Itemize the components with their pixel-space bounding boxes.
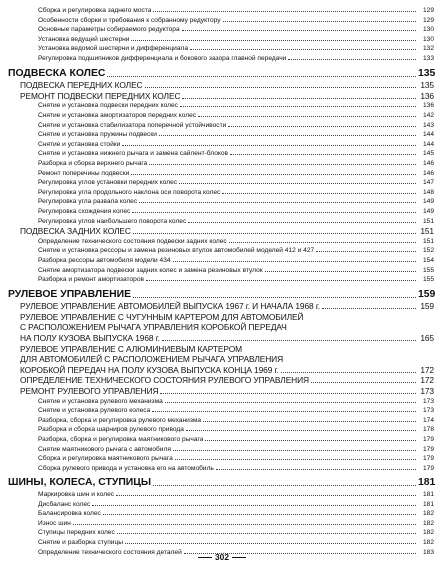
- toc-entry-title: Снятие амортизатора подвески задних колес и замена резиновых втулок: [38, 266, 263, 274]
- toc-page-number: 148: [422, 188, 434, 196]
- dot-leader: [322, 308, 416, 309]
- toc-entry-title: Основные параметры собираемого редуктора: [38, 26, 180, 34]
- toc-page-number: 135: [420, 80, 434, 91]
- toc-entry-title: Маркировка шин и колес: [38, 490, 115, 498]
- dot-leader: [103, 514, 416, 515]
- toc-page-number: 147: [422, 179, 434, 187]
- toc-page-number: 159: [420, 301, 434, 312]
- footer-rule-right: [232, 557, 246, 558]
- toc-entry[interactable]: [0, 256, 444, 265]
- dot-leader: [160, 393, 416, 394]
- toc-page-number: 129: [422, 16, 434, 24]
- dot-leader: [228, 126, 416, 127]
- toc-entry-title: НА ПОЛУ КУЗОВА ВЫПУСКА 1968 г.: [20, 333, 160, 343]
- toc-entry[interactable]: [0, 6, 444, 15]
- toc-page-number: 146: [422, 169, 434, 177]
- toc-entry-title: С РАСПОЛОЖЕНИЕМ РЫЧАГА УПРАВЛЕНИЯ КОРОБКОЙ ПЕРЕДАЧ: [20, 322, 287, 333]
- dot-leader: [153, 11, 416, 12]
- dot-leader: [205, 440, 416, 441]
- toc-entry[interactable]: [0, 416, 444, 425]
- dot-leader: [198, 116, 416, 117]
- dot-leader: [133, 233, 416, 234]
- dot-leader: [182, 30, 416, 31]
- toc-entry-title: Ступицы передних колес: [38, 529, 115, 537]
- dot-leader: [316, 251, 416, 252]
- toc-entry[interactable]: [0, 397, 444, 406]
- toc-page-number: 149: [422, 198, 434, 206]
- toc-page-number: 172: [420, 364, 434, 375]
- toc-subsection-entry[interactable]: [0, 375, 444, 386]
- toc-page-number: 151: [422, 237, 434, 245]
- dot-leader: [131, 40, 416, 41]
- toc-page-number: 179: [422, 445, 434, 453]
- dot-leader: [152, 411, 416, 412]
- toc-entry[interactable]: [0, 207, 444, 216]
- toc-page-number: 173: [422, 407, 434, 415]
- dot-leader: [190, 49, 416, 50]
- page-footer: [0, 552, 444, 562]
- toc-entry-title: Разборка и сборка шарниров рулевого привода: [38, 426, 184, 434]
- toc-page-number: 174: [422, 416, 434, 424]
- dot-leader: [73, 524, 416, 525]
- toc-entry[interactable]: [0, 178, 444, 187]
- dot-leader: [182, 98, 416, 99]
- dot-leader: [107, 76, 416, 77]
- dot-leader: [92, 505, 416, 506]
- toc-entry-title: Дисбаланс колес: [38, 500, 91, 508]
- toc-entry-title: РУЛЕВОЕ УПРАВЛЕНИЕ АВТОМОБИЛЕЙ ВЫПУСКА 1967 г. И НАЧАЛА 1968 г.: [20, 301, 320, 312]
- toc-page-number: 183: [422, 548, 434, 556]
- toc-page-number: 144: [422, 140, 434, 148]
- dot-leader: [173, 261, 416, 262]
- toc-page-number: 182: [422, 510, 434, 518]
- toc-entry[interactable]: [0, 454, 444, 463]
- toc-entry-title: КОРОБКОЙ ПЕРЕДАЧ НА ПОЛУ КУЗОВА ВЫПУСКА КОНЦА 1969 г.: [20, 364, 279, 375]
- toc-page-number: 151: [420, 226, 434, 237]
- toc-entry[interactable]: [0, 266, 444, 275]
- toc-page-number: 129: [422, 7, 434, 14]
- toc-page-number: 182: [422, 519, 434, 527]
- toc-entry-title: Установка ведомой шестерни и дифференциала: [38, 45, 189, 53]
- toc-entry-title: ДЛЯ АВТОМОБИЛЕЙ С РАСПОЛОЖЕНИЕМ РЫЧАГА УПРАВЛЕНИЯ: [20, 354, 284, 365]
- footer-rule-left: [198, 557, 212, 558]
- toc-entry-title: РУЛЕВОЕ УПРАВЛЕНИЕ С ЧУГУННЫМ КАРТЕРОМ ДЛЯ АВТОМОБИЛЕЙ: [20, 311, 304, 322]
- toc-entry-title: РУЛЕВОЕ УПРАВЛЕНИЕ: [8, 288, 132, 300]
- toc-page-number: 159: [418, 288, 436, 300]
- toc-page-number: 173: [422, 397, 434, 405]
- toc-entry-title: ПОДВЕСКА КОЛЕС: [8, 67, 106, 79]
- toc-page-number: 181: [422, 500, 434, 508]
- toc-subsection-entry[interactable]: [0, 91, 444, 102]
- toc-entry-title: Снятие и установка стабилизатора поперечной устойчивости: [38, 121, 227, 129]
- toc-page-number: 133: [422, 55, 434, 62]
- toc-page-number: 132: [422, 45, 434, 53]
- toc-page-number: 155: [422, 276, 434, 284]
- toc-entry-title: Износ шин: [38, 519, 71, 527]
- toc-entry-line[interactable]: [0, 354, 444, 365]
- dot-leader: [125, 543, 416, 544]
- toc-section-heading[interactable]: [0, 476, 444, 489]
- dot-leader: [173, 450, 416, 451]
- toc-entry[interactable]: [0, 149, 444, 158]
- toc-entry-title: Определение технического состояния подвески задних колес: [38, 237, 227, 245]
- toc-entry[interactable]: [0, 464, 444, 473]
- toc-page-number: 182: [422, 529, 434, 537]
- toc-entry-title: Разборка и ремонт амортизаторов: [38, 276, 144, 284]
- toc-entry[interactable]: [0, 425, 444, 434]
- toc-entry-title: Снятие и установка нижнего рычага и замена сайлент-блоков: [38, 150, 228, 158]
- toc-entry[interactable]: [0, 435, 444, 444]
- toc-page-number: 181: [418, 477, 436, 489]
- toc-entry-title: Снятие и установка стойки: [38, 140, 121, 148]
- toc-entry-title: Балансировка колес: [38, 510, 101, 518]
- dot-leader: [149, 164, 416, 165]
- toc-entry-line[interactable]: [0, 333, 444, 344]
- toc-entry[interactable]: [0, 275, 444, 284]
- toc-entry[interactable]: [0, 188, 444, 197]
- toc-page-number: 135: [418, 67, 436, 79]
- dot-leader: [216, 469, 416, 470]
- toc-page-number: 178: [422, 426, 434, 434]
- toc-entry-title: Сборка и регулировка маятникового рычага: [38, 455, 173, 463]
- toc-page-number: 181: [422, 490, 434, 498]
- toc-entry-title: Ремонт поперечины подвески: [38, 169, 130, 177]
- toc-entry[interactable]: [0, 101, 444, 110]
- toc-entry-title: РУЛЕВОЕ УПРАВЛЕНИЕ С АЛЮМИНИЕВЫМ КАРТЕРОМ: [20, 343, 242, 354]
- toc-entry-line[interactable]: [0, 322, 444, 333]
- toc-entry-title: Разборка, сборка и регулировка рулевого механизма: [38, 416, 202, 424]
- toc-entry-title: Снятие и разборка ступицы: [38, 538, 123, 546]
- toc-section-heading[interactable]: [0, 67, 444, 80]
- toc-entry-title: Разборка и сборка верхнего рычага: [38, 159, 148, 167]
- toc-entry[interactable]: [0, 445, 444, 454]
- toc-entry[interactable]: [0, 121, 444, 130]
- toc-page-number: 145: [422, 150, 434, 158]
- toc-subsection-entry[interactable]: [0, 80, 444, 91]
- toc-section-heading[interactable]: [0, 288, 444, 301]
- toc-entry[interactable]: [0, 509, 444, 518]
- toc-entry[interactable]: [0, 490, 444, 499]
- page-number: 302: [215, 552, 229, 562]
- toc-entry[interactable]: [0, 500, 444, 509]
- toc-entry-title: Особенности сборки и требования к собранному редуктору: [38, 16, 221, 24]
- dot-leader: [265, 271, 416, 272]
- dot-leader: [180, 106, 416, 107]
- toc-entry-title: Установка ведущей шестерни: [38, 35, 130, 43]
- toc-page-number: 172: [420, 375, 434, 386]
- dot-leader: [165, 402, 416, 403]
- dot-leader: [153, 485, 416, 486]
- toc-entry-title: Снятие и установка рессоры и замена резиновых втулок автомобилей моделей 412 и 427: [38, 247, 315, 255]
- toc-entry-title: РЕМОНТ ПОДВЕСКИ ПЕРЕДНИХ КОЛЕС: [20, 90, 181, 101]
- toc-subsection-entry[interactable]: [0, 301, 444, 312]
- toc-page-number: 179: [422, 464, 434, 472]
- toc-entry[interactable]: [0, 35, 444, 44]
- dot-leader: [117, 533, 416, 534]
- dot-leader: [203, 421, 416, 422]
- toc-page-number: 173: [420, 386, 434, 396]
- toc-page-number: 136: [422, 102, 434, 110]
- dot-leader: [133, 297, 416, 298]
- dot-leader: [281, 372, 416, 373]
- dot-leader: [311, 382, 416, 383]
- toc-entry[interactable]: [0, 406, 444, 415]
- toc-entry-title: ОПРЕДЕЛЕНИЕ ТЕХНИЧЕСКОГО СОСТОЯНИЯ РУЛЕВОГО УПРАВЛЕНИЯ: [20, 375, 310, 386]
- toc-entry-title: Регулировка угла развала колес: [38, 198, 138, 206]
- toc-entry[interactable]: [0, 246, 444, 255]
- toc-entry[interactable]: [0, 54, 444, 63]
- toc-entry-title: Сборка рулевого привода и установка его на автомобиль: [38, 464, 214, 472]
- toc-entry-line[interactable]: [0, 365, 444, 376]
- dot-leader: [288, 59, 416, 60]
- dot-leader: [139, 202, 416, 203]
- toc-entry-title: ПОДВЕСКА ЗАДНИХ КОЛЕС: [20, 226, 131, 237]
- dot-leader: [132, 212, 416, 213]
- dot-leader: [122, 145, 416, 146]
- toc-page-number: 146: [422, 159, 434, 167]
- toc-entry-title: Снятие и установка рулевого колеса: [38, 407, 151, 415]
- toc-page-number: 142: [422, 111, 434, 119]
- toc-entry-line[interactable]: [0, 312, 444, 323]
- dot-leader: [179, 183, 416, 184]
- toc-page-number: 144: [422, 131, 434, 139]
- toc-page-number: 152: [422, 247, 434, 255]
- toc-entry[interactable]: [0, 140, 444, 149]
- toc-entry[interactable]: [0, 130, 444, 139]
- toc-page-number: 130: [422, 35, 434, 43]
- toc-entry-title: Определение технического состояния деталей: [38, 548, 182, 556]
- toc-entry[interactable]: [0, 528, 444, 537]
- dot-leader: [175, 459, 416, 460]
- toc-entry[interactable]: [0, 169, 444, 178]
- toc-page-number: 182: [422, 538, 434, 546]
- toc-page-number: 149: [422, 207, 434, 215]
- dot-leader: [116, 495, 416, 496]
- dot-leader: [131, 174, 416, 175]
- toc-entry-title: Снятие маятникового рычага с автомобиля: [38, 445, 171, 453]
- toc-entry[interactable]: [0, 217, 444, 226]
- toc-entry-title: Регулировка углов установки передних колес: [38, 179, 178, 187]
- toc-entry-title: ПОДВЕСКА ПЕРЕДНИХ КОЛЕС: [20, 80, 143, 91]
- toc-subsection-entry[interactable]: [0, 226, 444, 237]
- dot-leader: [229, 242, 416, 243]
- toc-entry-title: Снятие и установка амортизаторов передних колес: [38, 111, 197, 119]
- toc-entry-title: Разборка рессоры автомобиля модели 434: [38, 256, 171, 264]
- toc-entry-title: Снятие и установка подвески передних колес: [38, 102, 178, 110]
- toc-entry[interactable]: [0, 16, 444, 25]
- toc-page-number: 155: [422, 266, 434, 274]
- dot-leader: [186, 430, 416, 431]
- toc-entry-title: Регулировка углов наибольшего поворота колес: [38, 217, 187, 225]
- toc-page-number: 179: [422, 455, 434, 463]
- toc-entry[interactable]: [0, 197, 444, 206]
- toc-subsection-entry[interactable]: [0, 386, 444, 397]
- dot-leader: [146, 280, 416, 281]
- toc-page-number: 165: [420, 333, 434, 343]
- dot-leader: [145, 87, 417, 88]
- dot-leader: [162, 340, 416, 341]
- toc-entry-title: Регулировка угла продольного наклона оси поворота колес: [38, 188, 221, 196]
- toc-entry-line[interactable]: [0, 344, 444, 355]
- toc-entry[interactable]: [0, 44, 444, 53]
- toc-entry[interactable]: [0, 111, 444, 120]
- dot-leader: [188, 222, 416, 223]
- dot-leader: [223, 21, 416, 22]
- toc-entry-title: Разборка, сборка и регулировка маятникового рычага: [38, 436, 204, 443]
- toc-entry-title: Снятие и установка рулевого механизма: [38, 397, 163, 405]
- toc-entry-title: Регулировка схождения колес: [38, 207, 131, 215]
- toc-entry-title: Регулировка подшипников дифференциала и бокового зазора главной передачи: [38, 55, 287, 62]
- dot-leader: [222, 193, 416, 194]
- toc-page-number: 151: [422, 217, 434, 225]
- toc-page-number: 136: [420, 90, 434, 101]
- toc-entry-title: ШИНЫ, КОЛЕСА, СТУПИЦЫ: [8, 477, 152, 489]
- toc-entry[interactable]: [0, 519, 444, 528]
- toc-entry[interactable]: [0, 159, 444, 168]
- toc-entry[interactable]: [0, 538, 444, 547]
- toc-entry-title: РЕМОНТ РУЛЕВОГО УПРАВЛЕНИЯ: [20, 386, 159, 396]
- toc-entry[interactable]: [0, 25, 444, 34]
- toc-entry[interactable]: [0, 237, 444, 246]
- dot-leader: [230, 154, 416, 155]
- toc-page-number: 143: [422, 121, 434, 129]
- dot-leader: [159, 135, 416, 136]
- toc-entry-title: Сборка и регулировка заднего моста: [38, 7, 152, 14]
- toc-page-number: 154: [422, 256, 434, 264]
- toc-entry-title: Снятие и установка пружины подвески: [38, 131, 157, 139]
- toc-page-number: 130: [422, 26, 434, 34]
- toc-page-number: 179: [422, 436, 434, 443]
